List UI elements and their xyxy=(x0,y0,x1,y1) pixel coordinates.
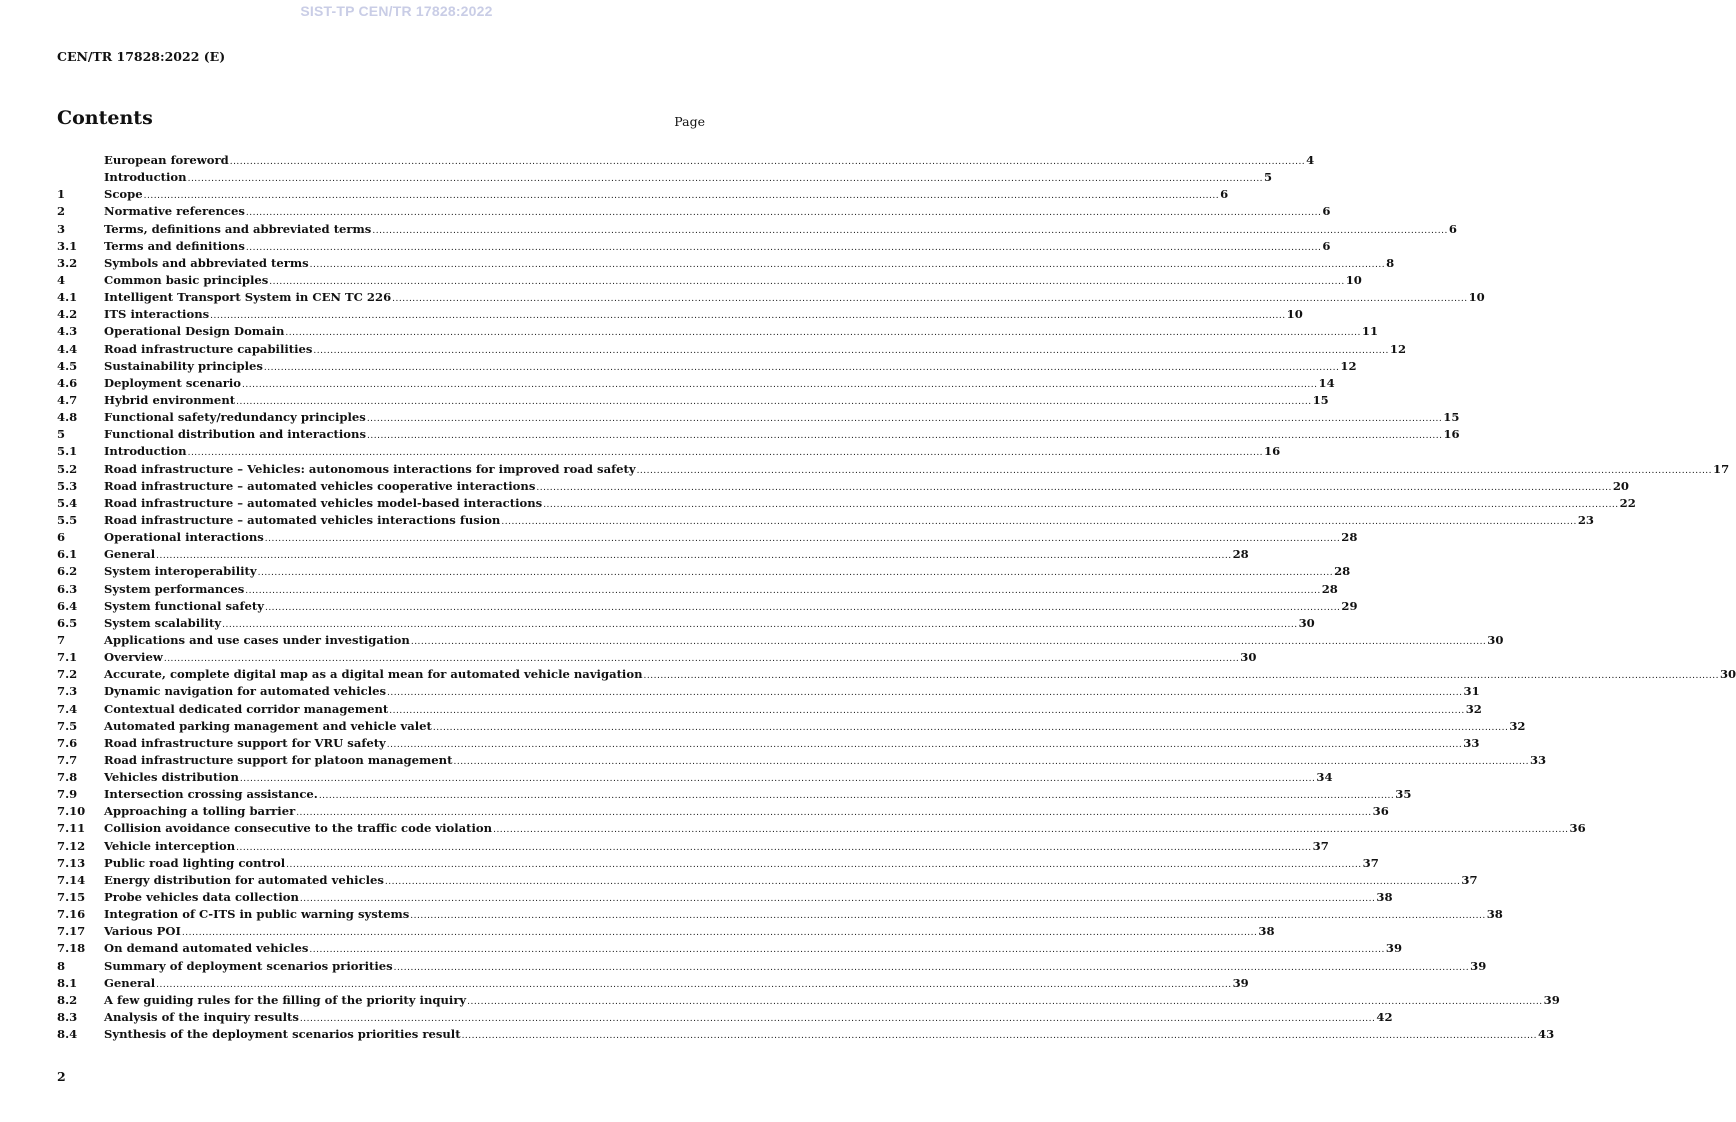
toc-entry-title: Operational interactions xyxy=(104,530,264,545)
toc-entry-number: 7.15 xyxy=(57,890,86,905)
toc-entry-title: Public road lighting control xyxy=(104,855,286,870)
toc-entry-number: 6.3 xyxy=(57,581,78,596)
toc-entry[interactable] xyxy=(57,221,1457,238)
dot-leader xyxy=(245,583,1320,600)
toc-entry-number: 3.2 xyxy=(57,255,78,270)
toc-entry-page: 36 xyxy=(1569,821,1586,836)
contents-heading: Contents xyxy=(57,107,153,129)
toc-entry-title: Normative references xyxy=(104,204,245,219)
toc-entry-title: Integration of C-ITS in public warning systems xyxy=(104,907,410,922)
dot-leader xyxy=(462,1028,1537,1045)
toc-entry-number: 8.4 xyxy=(57,1027,78,1042)
toc-entry-title: A few guiding rules for the filling of the priority inquiry xyxy=(104,992,467,1007)
dot-leader xyxy=(637,463,1712,480)
dot-leader xyxy=(156,548,1231,565)
toc-entry-title: Road infrastructure – automated vehicles model-based interactions xyxy=(104,495,543,510)
toc-entry[interactable] xyxy=(57,718,1526,735)
toc-entry[interactable] xyxy=(57,632,1504,649)
toc-entry-page: 10 xyxy=(1345,272,1362,287)
dot-leader xyxy=(300,891,1375,908)
toc-entry-title: Collision avoidance consecutive to the traffic code violation xyxy=(104,821,493,836)
toc-entry-title: Applications and use cases under investigation xyxy=(104,632,410,647)
toc-entry-title: Terms, definitions and abbreviated terms xyxy=(104,221,372,236)
toc-entry-number: 7.6 xyxy=(57,735,78,750)
toc-entry-number: 7.13 xyxy=(57,855,86,870)
toc-entry-page: 34 xyxy=(1316,770,1333,785)
toc-entry-number: 7.18 xyxy=(57,941,86,956)
toc-entry-number: 2 xyxy=(57,204,66,219)
toc-entry[interactable] xyxy=(57,341,1407,358)
toc-entry-number: 5 xyxy=(57,427,66,442)
toc-entry-number: 8.3 xyxy=(57,1010,78,1025)
toc-entry-number: 7.16 xyxy=(57,907,86,922)
dot-leader xyxy=(493,822,1568,839)
toc-entry-title: Functional distribution and interactions xyxy=(104,427,366,442)
toc-entry-title: Analysis of the inquiry results xyxy=(104,1010,299,1025)
dot-leader xyxy=(536,480,1611,497)
toc-entry[interactable] xyxy=(57,683,1480,700)
toc-entry-page: 37 xyxy=(1312,838,1329,853)
toc-entry-number: 5.4 xyxy=(57,495,78,510)
toc-entry-page: 30 xyxy=(1487,632,1504,647)
dot-leader xyxy=(144,188,1219,205)
toc-entry-title: European foreword xyxy=(104,153,229,167)
toc-entry-page: 30 xyxy=(1719,667,1736,682)
toc-entry[interactable] xyxy=(57,272,1362,289)
toc-entry-number: 7.17 xyxy=(57,924,86,939)
toc-entry-title: System functional safety xyxy=(104,598,264,613)
dot-leader xyxy=(309,942,1384,959)
toc-entry-page: 39 xyxy=(1385,941,1403,956)
toc-entry-page: 39 xyxy=(1470,958,1487,973)
page-number: 2 xyxy=(57,1069,66,1084)
toc-entry[interactable] xyxy=(57,769,1333,786)
toc-entry[interactable] xyxy=(57,443,1281,460)
toc-entry-title: Intelligent Transport System in CEN TC 226 xyxy=(104,290,392,305)
toc-entry-page: 30 xyxy=(1240,650,1257,665)
toc-entry-title: Intersection crossing assistance. xyxy=(104,787,318,802)
toc-entry-title: Hybrid environment xyxy=(104,392,236,407)
toc-entry[interactable] xyxy=(57,940,1403,957)
toc-entry-title: Overview xyxy=(104,650,163,665)
toc-entry-page: 17 xyxy=(1713,461,1730,476)
toc-entry-title: General xyxy=(104,547,156,562)
toc-entry[interactable] xyxy=(57,975,1249,992)
toc-entry-page: 10 xyxy=(1468,290,1485,305)
toc-entry-title: Road infrastructure capabilities xyxy=(104,341,313,356)
toc-entry[interactable] xyxy=(57,838,1329,855)
toc-entry-page: 6 xyxy=(1322,238,1331,253)
toc-entry-number: 5.1 xyxy=(57,444,78,459)
toc-entry-page: 12 xyxy=(1389,341,1407,356)
dot-leader xyxy=(392,291,1467,308)
toc-entry-title: Road infrastructure – automated vehicles cooperative interactions xyxy=(104,478,536,493)
toc-entry[interactable] xyxy=(57,581,1338,598)
dot-leader xyxy=(258,565,1333,582)
toc-entry-page: 28 xyxy=(1321,581,1338,596)
toc-entry[interactable] xyxy=(57,255,1395,272)
toc-entry-title: Common basic principles xyxy=(104,272,269,287)
toc-entry-page: 4 xyxy=(1306,153,1315,167)
toc-entry-title: Contextual dedicated corridor management xyxy=(104,701,389,716)
dot-leader xyxy=(286,857,1361,874)
toc-entry[interactable] xyxy=(57,512,1594,529)
dot-leader xyxy=(310,257,1385,274)
toc-entry[interactable] xyxy=(57,186,1229,203)
toc-entry-title: General xyxy=(104,975,156,990)
dot-leader xyxy=(285,325,1360,342)
toc-entry-title: Dynamic navigation for automated vehicles xyxy=(104,684,387,699)
dot-leader xyxy=(385,874,1460,891)
toc-entry[interactable] xyxy=(57,426,1460,443)
dot-leader xyxy=(265,600,1340,617)
toc-entry[interactable] xyxy=(57,872,1478,889)
dot-leader xyxy=(367,411,1442,428)
toc-entry-page: 30 xyxy=(1298,615,1315,630)
toc-entry[interactable] xyxy=(57,666,1736,683)
toc-entry[interactable] xyxy=(57,701,1482,718)
toc-entry-page: 29 xyxy=(1341,598,1358,613)
toc-entry[interactable] xyxy=(57,803,1389,820)
dot-leader xyxy=(264,360,1339,377)
toc-entry-number: 3.1 xyxy=(57,238,78,253)
dot-leader xyxy=(246,240,1321,257)
toc-entry-number: 7.4 xyxy=(57,701,78,716)
toc-entry-page: 37 xyxy=(1461,872,1478,887)
toc-entry-page: 15 xyxy=(1443,410,1460,425)
toc-entry-number: 4.4 xyxy=(57,341,78,356)
toc-entry-number: 3 xyxy=(57,221,66,236)
toc-entry-number: 4.6 xyxy=(57,375,78,390)
dot-leader xyxy=(210,308,1285,325)
dot-leader xyxy=(644,668,1719,685)
toc-entry-page: 32 xyxy=(1509,718,1526,733)
toc-entry[interactable] xyxy=(57,169,1273,186)
toc-entry[interactable] xyxy=(57,923,1275,940)
toc-entry-title: Operational Design Domain xyxy=(104,324,285,339)
toc-entry-title: Energy distribution for automated vehicles xyxy=(104,872,384,887)
toc-entry-number: 6.5 xyxy=(57,615,78,630)
toc-entry[interactable] xyxy=(57,529,1358,546)
toc-entry-number: 6.2 xyxy=(57,564,78,579)
toc-entry-page: 6 xyxy=(1220,187,1229,202)
dot-leader xyxy=(230,154,1305,171)
toc-entry-number: 4.3 xyxy=(57,324,78,339)
toc-entry-title: Functional safety/redundancy principles xyxy=(104,410,366,425)
toc-entry-number: 4.8 xyxy=(57,410,78,425)
toc-entry[interactable] xyxy=(57,546,1249,563)
toc-entry[interactable] xyxy=(57,323,1379,340)
toc-entry-number: 5.2 xyxy=(57,461,78,476)
toc-entry[interactable] xyxy=(57,855,1379,872)
toc-entry-page: 6 xyxy=(1448,221,1457,236)
toc-entry-title: Scope xyxy=(104,187,143,202)
toc-entry-page: 36 xyxy=(1372,804,1389,819)
toc-entry-page: 39 xyxy=(1543,992,1560,1007)
dot-leader xyxy=(236,840,1311,857)
toc-entry-page: 38 xyxy=(1486,907,1503,922)
toc-entry-title: Road infrastructure support for VRU safety xyxy=(104,735,386,750)
dot-leader xyxy=(387,737,1462,754)
toc-entry-page: 5 xyxy=(1264,170,1273,185)
toc-entry-number: 7.10 xyxy=(57,804,86,819)
toc-entry[interactable] xyxy=(57,598,1358,615)
toc-entry-page: 38 xyxy=(1376,890,1393,905)
toc-entry[interactable] xyxy=(57,958,1487,975)
toc-entry-page: 33 xyxy=(1529,752,1547,767)
toc-entry-page: 22 xyxy=(1619,495,1636,510)
toc-entry-page: 28 xyxy=(1232,547,1249,562)
toc-entry[interactable] xyxy=(57,992,1560,1009)
toc-entry[interactable] xyxy=(57,649,1257,666)
toc-entry-page: 38 xyxy=(1258,924,1275,939)
toc-entry-number: 7.14 xyxy=(57,872,86,887)
toc-entry[interactable] xyxy=(57,752,1547,769)
toc-entry-number: 7.7 xyxy=(57,752,78,767)
toc-entry-number: 4.5 xyxy=(57,358,78,373)
toc-entry-page: 28 xyxy=(1334,564,1351,579)
toc-entry[interactable] xyxy=(57,375,1335,392)
toc-entry-number: 7.5 xyxy=(57,718,78,733)
toc-entry[interactable] xyxy=(57,1026,1555,1043)
toc-entry[interactable] xyxy=(57,478,1629,495)
table-of-contents xyxy=(57,152,1736,1043)
toc-entry-page: 6 xyxy=(1322,204,1331,219)
toc-entry-title: System performances xyxy=(104,581,245,596)
toc-entry-number: 7 xyxy=(57,632,66,647)
dot-leader xyxy=(372,223,1447,240)
toc-entry-number: 7.9 xyxy=(57,787,78,802)
toc-entry[interactable] xyxy=(57,889,1393,906)
dot-leader xyxy=(246,205,1321,222)
toc-entry-number: 8.2 xyxy=(57,992,78,1007)
toc-entry-title: On demand automated vehicles xyxy=(104,941,309,956)
dot-leader xyxy=(501,514,1576,531)
toc-entry-page: 28 xyxy=(1341,530,1358,545)
toc-entry-title: Vehicles distribution xyxy=(104,770,239,785)
toc-entry-title: System interoperability xyxy=(104,564,257,579)
toc-entry-number: 4 xyxy=(57,272,66,287)
toc-entry-page: 15 xyxy=(1312,392,1329,407)
toc-entry-number: 7.11 xyxy=(57,821,86,836)
dot-leader xyxy=(313,343,1388,360)
toc-entry-page: 43 xyxy=(1538,1027,1555,1042)
toc-entry-number: 6.4 xyxy=(57,598,78,613)
toc-entry[interactable] xyxy=(57,906,1503,923)
dot-leader xyxy=(367,428,1442,445)
toc-entry-number: 7.8 xyxy=(57,770,78,785)
toc-entry[interactable] xyxy=(57,563,1351,580)
toc-entry-title: Automated parking management and vehicle valet xyxy=(104,718,432,733)
toc-entry-number: 7.2 xyxy=(57,667,78,682)
toc-entry[interactable] xyxy=(57,238,1331,255)
toc-entry[interactable] xyxy=(57,615,1315,632)
dot-leader xyxy=(188,171,1263,188)
toc-entry-page: 39 xyxy=(1232,975,1249,990)
toc-entry-page: 11 xyxy=(1361,324,1379,339)
toc-entry-title: Symbols and abbreviated terms xyxy=(104,255,309,270)
dot-leader xyxy=(453,754,1528,771)
toc-entry-title: Synthesis of the deployment scenarios priorities result xyxy=(104,1027,461,1042)
toc-entry-title: Approaching a tolling barrier xyxy=(104,804,296,819)
toc-entry-title: Accurate, complete digital map as a digital mean for automated vehicle navigation xyxy=(104,667,643,682)
toc-entry-page: 16 xyxy=(1264,444,1281,459)
toc-entry[interactable] xyxy=(57,152,1315,169)
page-column-label: Page xyxy=(674,114,705,129)
toc-entry-title: Sustainability principles xyxy=(104,358,263,373)
dot-leader xyxy=(543,497,1618,514)
toc-entry-page: 14 xyxy=(1318,375,1335,390)
dot-leader xyxy=(387,685,1462,702)
toc-entry[interactable] xyxy=(57,1009,1393,1026)
dot-leader xyxy=(265,531,1340,548)
dot-leader xyxy=(240,771,1315,788)
toc-entry-number: 4.2 xyxy=(57,307,78,322)
toc-entry[interactable] xyxy=(57,392,1329,409)
dot-leader xyxy=(242,377,1317,394)
toc-entry-title: Various POI xyxy=(104,924,181,939)
dot-leader xyxy=(182,925,1257,942)
toc-entry-title: Deployment scenario xyxy=(104,375,242,390)
toc-entry[interactable] xyxy=(57,495,1636,512)
toc-entry-title: Road infrastructure – Vehicles: autonomous interactions for improved road safety xyxy=(104,461,636,476)
toc-entry-number: 1 xyxy=(57,187,66,202)
toc-entry[interactable] xyxy=(57,409,1460,426)
toc-entry-page: 10 xyxy=(1286,307,1303,322)
toc-entry-page: 37 xyxy=(1362,855,1379,870)
toc-entry-title: Probe vehicles data collection xyxy=(104,890,299,905)
dot-leader xyxy=(389,703,1464,720)
toc-entry[interactable] xyxy=(57,786,1412,803)
toc-entry-page: 42 xyxy=(1376,1010,1393,1025)
toc-entry-number: 7.12 xyxy=(57,838,86,853)
toc-entry-number: 6 xyxy=(57,530,66,545)
toc-entry-page: 33 xyxy=(1463,735,1480,750)
toc-entry-page: 31 xyxy=(1463,684,1480,699)
toc-entry-title: Terms and definitions xyxy=(104,238,245,253)
toc-entry[interactable] xyxy=(57,306,1303,323)
toc-entry-title: Vehicle interception xyxy=(104,838,236,853)
toc-entry-title: Road infrastructure support for platoon management xyxy=(104,752,453,767)
toc-entry-title: Summary of deployment scenarios priorities xyxy=(104,958,393,973)
toc-entry[interactable] xyxy=(57,358,1357,375)
toc-entry[interactable] xyxy=(57,289,1485,306)
toc-entry[interactable] xyxy=(57,203,1331,220)
toc-entry[interactable] xyxy=(57,461,1730,478)
toc-entry-number: 5.3 xyxy=(57,478,78,493)
toc-entry-page: 35 xyxy=(1395,787,1412,802)
toc-entry-page: 8 xyxy=(1386,255,1395,270)
toc-entry-number: 4.7 xyxy=(57,392,78,407)
toc-entry-number: 6.1 xyxy=(57,547,78,562)
dot-leader xyxy=(269,274,1344,291)
dot-leader xyxy=(236,394,1311,411)
dot-leader xyxy=(300,1011,1375,1028)
toc-entry[interactable] xyxy=(57,735,1480,752)
dot-leader xyxy=(411,634,1486,651)
dot-leader xyxy=(319,788,1394,805)
toc-entry-page: 16 xyxy=(1443,427,1460,442)
toc-entry-page: 12 xyxy=(1340,358,1357,373)
toc-entry-title: Introduction xyxy=(104,444,187,459)
dot-leader xyxy=(394,960,1469,977)
toc-entry[interactable] xyxy=(57,820,1586,837)
toc-entry-page: 20 xyxy=(1612,478,1629,493)
toc-entry-number: 5.5 xyxy=(57,512,78,527)
toc-entry-page: 23 xyxy=(1577,512,1594,527)
toc-entry-number: 7.3 xyxy=(57,684,78,699)
toc-entry-page: 32 xyxy=(1465,701,1482,716)
watermark: SIST-TP CEN/TR 17828:2022 xyxy=(300,3,493,19)
dot-leader xyxy=(410,908,1485,925)
toc-entry-number: 4.1 xyxy=(57,290,78,305)
toc-entry-title: Road infrastructure – automated vehicles interactions fusion xyxy=(104,512,501,527)
toc-entry-number: 8 xyxy=(57,958,66,973)
dot-leader xyxy=(433,720,1508,737)
toc-entry-title: Introduction xyxy=(104,170,187,185)
toc-entry-title: System scalability xyxy=(104,615,222,630)
toc-entry-number: 7.1 xyxy=(57,650,78,665)
document-id: CEN/TR 17828:2022 (E) xyxy=(57,49,226,64)
toc-entry-number: 8.1 xyxy=(57,975,78,990)
toc-entry-title: ITS interactions xyxy=(104,307,210,322)
